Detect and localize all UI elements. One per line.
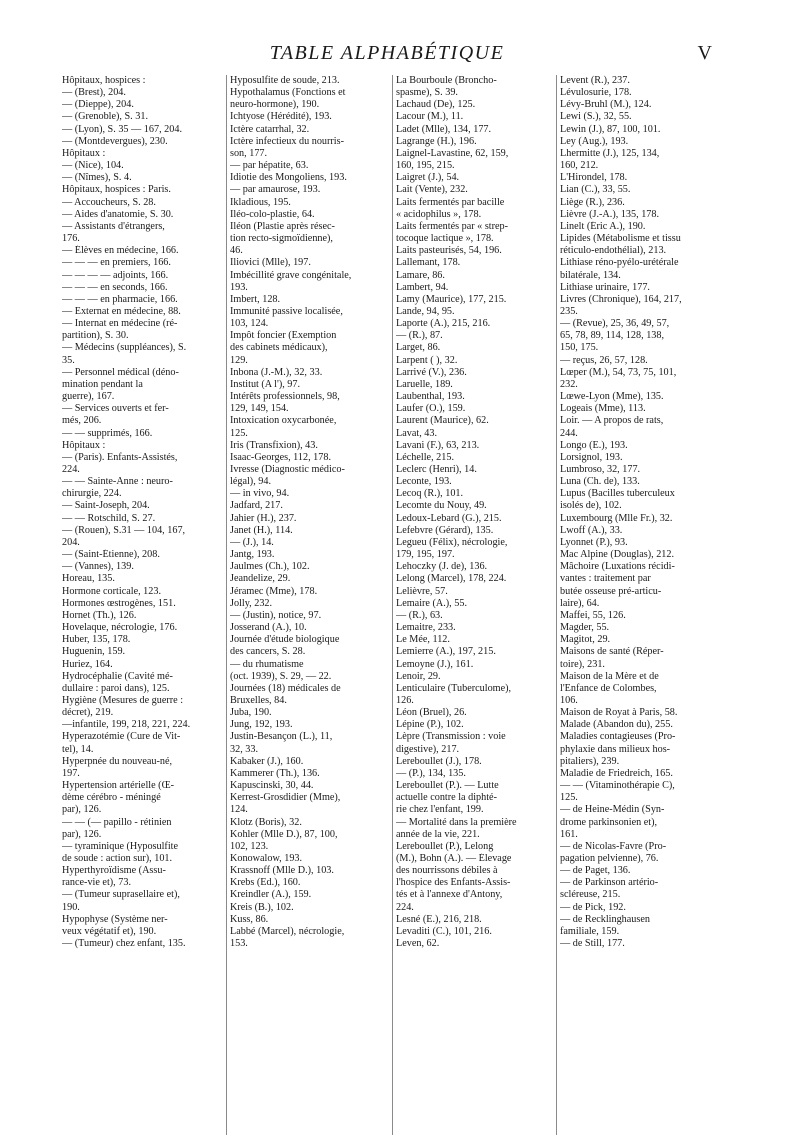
index-entry: Lecomte du Nouy, 49. [396,500,487,512]
index-entry: — — Rotschild, S. 27. [62,512,156,524]
index-entry: — (Nice), 104. [62,160,124,172]
index-entry: 160, 195, 215. [396,160,455,172]
index-entry: — (R.), 63. [396,609,443,621]
index-entry: Linelt (Éric A.), 190. [560,220,646,232]
index-entry: tel), 14. [62,743,94,755]
index-entry: Konowalow, 193. [230,853,303,864]
index-column-4 [560,75,720,950]
index-entry: Jadfard, 217. [230,500,283,512]
index-entry: de soude : action sur), 101. [62,853,173,864]
index-entry: 224. [396,901,414,913]
index-entry: Lorsignol, 193. [560,451,623,463]
index-entry: (oct. 1939), S. 29, — 22. [230,670,332,682]
index-entry: — de Paget, 136. [560,865,631,877]
index-entry: — (Brest), 204. [62,87,126,99]
index-entry: Laits fermentés par bacille [396,196,505,208]
index-entry: Lian (C.), 33, 55. [560,184,631,196]
index-entry: 46. [230,245,243,257]
index-entry: 161. [560,828,578,840]
index-entry: 35. [62,354,75,366]
index-entry: 106. [560,694,578,706]
index-entry: Lithiase urinaire, 177. [560,281,650,293]
index-entry: 193. [230,281,248,293]
index-entry: Lamy (Maurice), 177, 215. [396,293,507,305]
index-entry: Hôpitaux, hospices : [62,75,146,86]
index-entry: Kerrest-Grosdidier (Mme), [230,792,341,804]
index-entry: vantes : traitement par [560,573,651,585]
index-entry: — — (— papillo - rétinien [62,816,172,828]
index-entry: Hormones œstrogènes, 151. [62,597,176,609]
index-entry: Laigret (J.), 54. [396,172,460,184]
index-entry: Kreindler (A.), 159. [230,889,312,901]
index-entry: — (Lyon), S. 35 — 167, 204. [62,123,182,135]
index-entry: 176. [62,233,80,245]
index-entry: Isaac-Georges, 112, 178. [230,451,331,463]
index-entry: — Accoucheurs, S. 28. [62,196,156,208]
index-entry: Maison de la Mère et de [560,670,659,682]
index-entry: — (Justin), notice, 97. [230,609,322,621]
index-entry: Hôpitaux : [62,439,106,451]
index-entry: Lèpre (Transmission : voie [396,731,506,743]
index-entry: — (Paris). Enfants-Assistés, [62,451,178,463]
index-entry: — Externat en médecine, 88. [62,305,181,317]
index-entry: Lièvre (J.-A.), 135, 178. [560,208,660,220]
index-entry: (M.), Bohn (A.). — Élevage [396,853,512,864]
index-entry: partition), S. 30. [62,330,129,342]
index-entry: Laporte (A.), 215, 216. [396,318,491,330]
index-entry: — reçus, 26, 57, 128. [560,354,648,366]
index-entry: Maffei, 55, 126. [560,609,626,621]
index-entry: — (Revue), 25, 36, 49, 57, [560,318,670,330]
index-entry: dème cérébro - méningé [62,792,161,804]
index-entry: — — — en pharmacie, 166. [62,293,178,305]
index-entry: Lambert, 94. [396,281,449,293]
index-entry: par), 126. [62,804,102,816]
index-entry: pagation pelvienne), 76. [560,853,659,864]
index-entry: 124. [230,804,248,816]
index-entry: Legueu (Félix), nécrologie, [396,536,508,548]
index-entry: Justin-Besançon (L.), 11, [230,731,333,743]
index-entry: 224. [62,464,80,475]
index-entry: réticulo-endothélial), 213. [560,245,667,257]
index-entry: Lereboullet (J.), 178. [396,755,482,767]
index-entry: Lupus (Bacilles tuberculeux [560,488,675,500]
index-entry: toire), 231. [560,658,605,670]
index-entry: Jéramec (Mme), 178. [230,585,318,597]
index-entry: Inbona (J.-M.), 32, 33. [230,366,323,378]
index-column-2 [230,75,390,950]
index-entry: scléreuse, 215. [560,889,621,901]
index-entry: — Personnel médical (déno- [62,366,179,378]
index-entry: — de Pick, 192. [560,901,626,913]
index-entry: Mâchoire (Luxations récidi- [560,561,675,573]
index-entry: veux végétatif et), 190. [62,925,157,937]
index-entry: Le Mée, 112. [396,634,450,646]
index-entry: dullaire : paroi dans), 125. [62,682,170,694]
index-entry: Leclerc (Henri), 14. [396,464,477,475]
index-entry: Lelong (Marcel), 178, 224. [396,573,507,585]
index-entry: — par hépatite, 63. [230,160,309,172]
index-entry: Lallemant, 178. [396,257,461,269]
index-entry: Lépine (P.), 102. [396,719,464,731]
index-entry: Lenticulaire (Tuberculome), [396,682,512,694]
index-entry: La Bourboule (Broncho- [396,75,497,86]
index-entry: butée osseuse pré-articu- [560,585,662,597]
index-entry: laire), 64. [560,597,600,609]
index-entry: Loir. — A propos de rats, [560,415,664,427]
index-entry: Laits pasteurisés, 54, 196. [396,245,502,257]
index-entry: Kuss, 86. [230,913,269,925]
index-entry: — — — en premiers, 166. [62,257,171,269]
index-entry: — (R.), 87. [396,330,443,342]
index-entry: —infantile, 199, 218, 221, 224. [62,719,191,731]
index-entry: Lehoczky (J. de), 136. [396,561,488,573]
index-entry: — de Parkinson artério- [560,877,659,889]
index-entry: Liège (R.), 236. [560,196,625,208]
index-entry: tés et à l'annexe d'Antony, [396,889,503,901]
index-entry: — (Saint-Étienne), 208. [62,549,160,561]
index-entry: Juba, 190. [230,707,272,719]
index-entry: Laits fermentés par « strep- [396,220,509,232]
index-entry: Lyonnet (P.), 93. [560,536,628,548]
index-column-3 [396,75,556,950]
index-column-1 [62,75,222,950]
index-entry: Horeau, 135. [62,573,115,585]
index-entry: Imbécillité grave congénitale, [230,269,352,281]
index-entry: guerre), 167. [62,391,115,403]
index-entry: des cancers, S. 28. [230,646,306,658]
index-entry: 190. [62,901,80,913]
index-entry: Jolly, 232. [230,597,273,609]
index-entry: Longo (E.), 193. [560,439,628,451]
index-entry: — (J.), 14. [230,536,274,548]
index-entry: Lhermitte (J.), 125, 134, [560,147,660,159]
index-entry: — Assistants d'étrangers, [62,220,165,232]
index-entry: neuro-hormone), 190. [230,99,320,111]
index-entry: Bruxelles, 84. [230,694,287,706]
index-entry: Intérêts professionnels, 98, [230,391,340,403]
index-entry: légal), 94. [230,476,272,488]
index-columns [62,75,716,1135]
index-entry: — de Still, 177. [560,938,625,950]
index-entry: 232. [560,378,578,390]
column-divider [392,75,393,1135]
index-entry: Hovelaque, nécrologie, 176. [62,622,178,634]
index-entry: Lithiase réno-pyélo-urétérale [560,257,679,269]
index-entry: Krassnoff (Mlle D.), 103. [230,865,334,877]
index-entry: Hypothalamus (Fonctions et [230,87,346,99]
index-entry: Klotz (Boris), 32. [230,816,302,828]
index-entry: Ladet (Mlle), 134, 177. [396,123,492,135]
index-entry: — (Rouen), S.31 — 104, 167, [62,524,186,536]
index-entry: Iris (Transfixion), 43. [230,439,318,451]
index-entry: son, 177. [230,147,268,159]
index-entry: Luxembourg (Mlle Fr.), 32. [560,512,673,524]
index-entry: — par amaurose, 193. [230,184,321,196]
index-entry: chirurgie, 224. [62,488,122,500]
index-entry: Maison de Royat à Paris, 58. [560,707,678,719]
index-entry: 102, 123. [230,840,269,852]
index-entry: — — supprimés, 166. [62,427,153,439]
column-divider [226,75,227,1135]
index-entry: « acidophilus », 178. [396,208,482,220]
index-entry: isolés de), 102. [560,500,622,512]
index-entry: — Internat en médecine (ré- [62,318,178,330]
index-entry: — (Nîmes), S. 4. [62,172,132,184]
index-entry: Institut (A l'), 97. [230,378,301,390]
index-entry: més, 206. [62,415,102,427]
index-entry: — Élèves en médecine, 166. [62,245,179,257]
index-entry: Hyperazotémie (Cure de Vit- [62,731,181,743]
index-entry: — (Vannes), 139. [62,561,134,573]
index-entry: Ley (Aug.), 193. [560,135,629,147]
index-entry: 32, 33. [230,743,259,755]
index-entry: Iléon (Plastie après résec- [230,220,335,232]
index-entry: Lereboullet (P.), Lelong [396,840,494,852]
index-entry: 197. [62,767,80,779]
index-entry: Larrivé (V.), 236. [396,366,467,378]
index-entry: l'hospice des Enfants-Assis- [396,877,511,889]
index-entry: digestive), 217. [396,743,460,755]
index-entry: Lévulosurie, 178. [560,87,632,99]
index-entry: Iliovici (Mlle), 197. [230,257,311,269]
index-entry: Levaditi (C.), 101, 216. [396,925,492,937]
index-entry: Lachaud (De), 125. [396,99,476,111]
index-entry: Hyposulfite de soude, 213. [230,75,340,86]
index-entry: — in vivo, 94. [230,488,290,500]
index-entry: 129, 149, 154. [230,403,289,415]
index-entry: Hormone corticale, 123. [62,585,162,597]
index-entry: — (Tumeur) chez enfant, 135. [62,938,186,950]
index-entry: tion recto-sigmoïdienne), [230,233,333,245]
index-entry: Lavani (F.), 63, 213. [396,439,480,451]
index-entry: 129. [230,354,248,366]
index-entry: Leconte, 193. [396,476,452,488]
index-entry: Lecoq (R.), 101. [396,488,464,500]
index-entry: — Médecins (suppléances), S. [62,342,187,354]
index-entry: Jung, 192, 193. [230,719,293,731]
index-entry: phylaxie dans milieux hos- [560,743,671,755]
index-entry: Labbé (Marcel), nécrologie, [230,925,345,937]
index-entry: Hyperthyroïdisme (Assu- [62,865,166,877]
index-entry: Ivresse (Diagnostic médico- [230,464,345,475]
index-entry: Huriez, 164. [62,658,113,670]
index-entry: — de Heine-Médin (Syn- [560,804,665,816]
index-entry: Lande, 94, 95. [396,305,455,317]
index-entry: Maladie de Friedreich, 165. [560,767,673,779]
index-entry: Malade (Abandon du), 255. [560,719,673,731]
index-entry: bilatérale, 134. [560,269,621,281]
index-entry: Levent (R.), 237. [560,75,630,86]
index-entry: 235. [560,305,578,317]
index-entry: drome parkinsonien et), [560,816,658,828]
index-entry: Hyperpnée du nouveau-né, [62,755,173,767]
index-entry: Logeais (Mme), 113. [560,403,646,415]
index-entry: l'Enfance de Colombes, [560,682,657,694]
index-entry: Journées (18) médicales de [230,682,341,694]
index-entry: Jantg, 193. [230,549,275,561]
index-entry: — du rhumatisme [230,658,304,670]
index-entry: Ictère infectieux du nourris- [230,135,344,147]
index-entry: Lœper (M.), 54, 73, 75, 101, [560,366,677,378]
index-entry: 103, 124. [230,318,269,330]
index-entry: mination pendant la [62,378,143,390]
index-entry: Kammerer (Th.), 136. [230,767,320,779]
index-entry: Laignel-Lavastine, 62, 159, [396,147,509,159]
index-entry: Kohler (Mlle D.), 87, 100, [230,828,338,840]
index-entry: 65, 78, 89, 114, 128, 138, [560,330,665,342]
index-entry: — tyraminique (Hyposulfite [62,840,179,852]
index-entry: Mac Alpine (Douglas), 212. [560,549,675,561]
index-entry: Huber, 135, 178. [62,634,131,646]
index-entry: des cabinets médicaux), [230,342,328,354]
index-entry: — Aides d'anatomie, S. 30. [62,208,174,220]
index-entry: — (Dieppe), 204. [62,99,134,111]
index-entry: Ikladious, 195. [230,196,291,208]
index-entry: 204. [62,536,80,548]
index-entry: 244. [560,427,578,439]
index-entry: 179, 195, 197. [396,549,455,561]
index-entry: — (Grenoble), S. 31. [62,111,149,123]
index-entry: 153. [230,938,248,950]
index-entry: Leven, 62. [396,938,440,950]
index-entry: Léon (Bruel), 26. [396,707,467,719]
index-entry: Livres (Chronique), 164, 217, [560,293,682,305]
index-entry: Lévy-Bruhl (M.), 124. [560,99,652,111]
index-entry: Lefebvre (Gérard), 135. [396,524,494,536]
index-entry: Immunité passive localisée, [230,305,343,317]
index-entry: Lipides (Métabolisme et tissu [560,233,681,245]
index-entry: — Mortalité dans la première [396,816,517,828]
index-entry: 126. [396,694,414,706]
index-entry: — (Montdevergues), 230. [62,135,168,147]
index-entry: Lacour (M.), 11. [396,111,464,123]
index-entry: — — — en seconds, 166. [62,281,168,293]
index-entry: spasme), S. 39. [396,87,458,99]
index-entry: — Services ouverts et fer- [62,403,169,415]
index-entry: Idiotie des Mongoliens, 193. [230,172,347,184]
index-entry: Lenoir, 29. [396,670,441,682]
index-entry: Intoxication oxycarbonée, [230,415,337,427]
index-entry: Lelièvre, 57. [396,585,448,597]
index-entry: par), 126. [62,828,102,840]
index-entry: année de la vie, 221. [396,828,480,840]
index-entry: des nourrissons débiles à [396,865,498,877]
index-entry: actuelle contre la diphté- [396,792,497,804]
index-entry: — (P.), 134, 135. [396,767,466,779]
index-entry: Jahier (H.), 237. [230,512,297,524]
index-entry: Jaulmes (Ch.), 102. [230,561,310,573]
index-entry: Ictère catarrhal, 32. [230,123,310,135]
index-entry: Hypertension artérielle (Œ- [62,780,175,792]
index-entry: décret), 219. [62,707,114,719]
index-entry: Lamare, 86. [396,269,445,281]
index-entry: rie chez l'enfant, 199. [396,804,484,816]
index-entry: Hypophyse (Système ner- [62,913,168,925]
index-entry: — — Sainte-Anne : neuro- [62,476,173,488]
index-entry: Journée d'étude biologique [230,634,340,646]
index-entry: Lemaire (A.), 55. [396,597,467,609]
index-entry: Josserand (A.), 10. [230,622,307,634]
index-entry: Ichtyose (Hérédité), 193. [230,111,332,123]
index-entry: Lait (Vente), 232. [396,184,468,196]
index-entry: Lagrange (H.), 196. [396,135,477,147]
index-entry: Janet (H.), 114. [230,524,293,536]
index-entry: Jeandelize, 29. [230,573,291,585]
index-entry: Larget, 86. [396,342,441,354]
index-entry: Kabaker (J.), 160. [230,755,304,767]
index-entry: rance-vie et), 73. [62,877,132,889]
index-entry: — — (Vitaminothérapie C), [560,780,675,792]
index-entry: — Saint-Joseph, 204. [62,500,150,512]
index-entry: Impôt foncier (Exemption [230,330,337,342]
index-entry: Lumbroso, 32, 177. [560,464,641,475]
index-entry: Imbert, 128. [230,293,281,305]
index-entry: — de Recklinghausen [560,913,650,925]
index-entry: Kapuscinski, 30, 44. [230,780,314,792]
column-divider [556,75,557,1135]
index-entry: Lemierre (A.), 197, 215. [396,646,496,658]
index-entry: Lereboullet (P.). — Lutte [396,780,499,792]
index-entry: Ledoux-Lebard (G.), 215. [396,512,502,524]
index-entry: Laurent (Maurice), 62. [396,415,489,427]
index-entry: Laufer (O.), 159. [396,403,466,415]
page-header [62,42,712,72]
index-entry: 125. [560,792,578,804]
index-entry: Léchelle, 215. [396,451,454,463]
index-entry: Laruelle, 189. [396,378,453,390]
index-entry: Lewi (S.), 32, 55. [560,111,632,123]
index-entry: Lewin (J.), 87, 100, 101. [560,123,661,135]
index-entry: Iléo-colo-plastie, 64. [230,208,315,220]
index-entry: Maisons de santé (Réper- [560,646,664,658]
index-entry: tocoque lactique », 178. [396,233,494,245]
index-entry: 150, 175. [560,342,599,354]
index-entry: familiale, 159. [560,925,620,937]
index-entry: Magitot, 29. [560,634,611,646]
index-entry: Larpent ( ), 32. [396,354,458,366]
index-entry: Huguenin, 159. [62,646,126,658]
index-entry: Hygiène (Mesures de guerre : [62,694,184,706]
index-entry: — (Tumeur suprasellaire et), [62,889,180,901]
index-entry: Magder, 55. [560,622,610,634]
index-entry: — — — — adjoints, 166. [62,269,169,281]
page-number: V [697,42,712,64]
index-entry: Kreis (B.), 102. [230,901,294,913]
index-entry: Maladies contagieuses (Pro- [560,731,676,743]
index-entry: Luna (Ch. de), 133. [560,476,640,488]
index-entry: Lwoff (A.), 33. [560,524,623,536]
index-entry: Laubenthal, 193. [396,391,465,403]
index-entry: — de Nicolas-Favre (Pro- [560,840,667,852]
index-entry: Lœwe-Lyon (Mme), 135. [560,391,664,403]
index-entry: Hornet (Th.), 126. [62,609,137,621]
index-entry: 125. [230,427,248,439]
index-entry: pitaliers), 239. [560,755,620,767]
index-entry: Hôpitaux, hospices : Paris. [62,184,171,196]
index-entry: 160, 212. [560,160,599,172]
index-entry: Hydrocéphalie (Cavité mé- [62,670,173,682]
index-entry: L'Hirondel, 178. [560,172,628,184]
page-title: TABLE ALPHABÉTIQUE [269,42,505,64]
index-entry: Lavat, 43. [396,427,438,439]
index-entry: Lesné (E.), 216, 218. [396,913,482,925]
index-entry: Krebs (Ed.), 160. [230,877,301,889]
index-entry: Lemoyne (J.), 161. [396,658,474,670]
index-entry: Hôpitaux : [62,147,106,159]
index-entry: Lemaitre, 233. [396,622,456,634]
